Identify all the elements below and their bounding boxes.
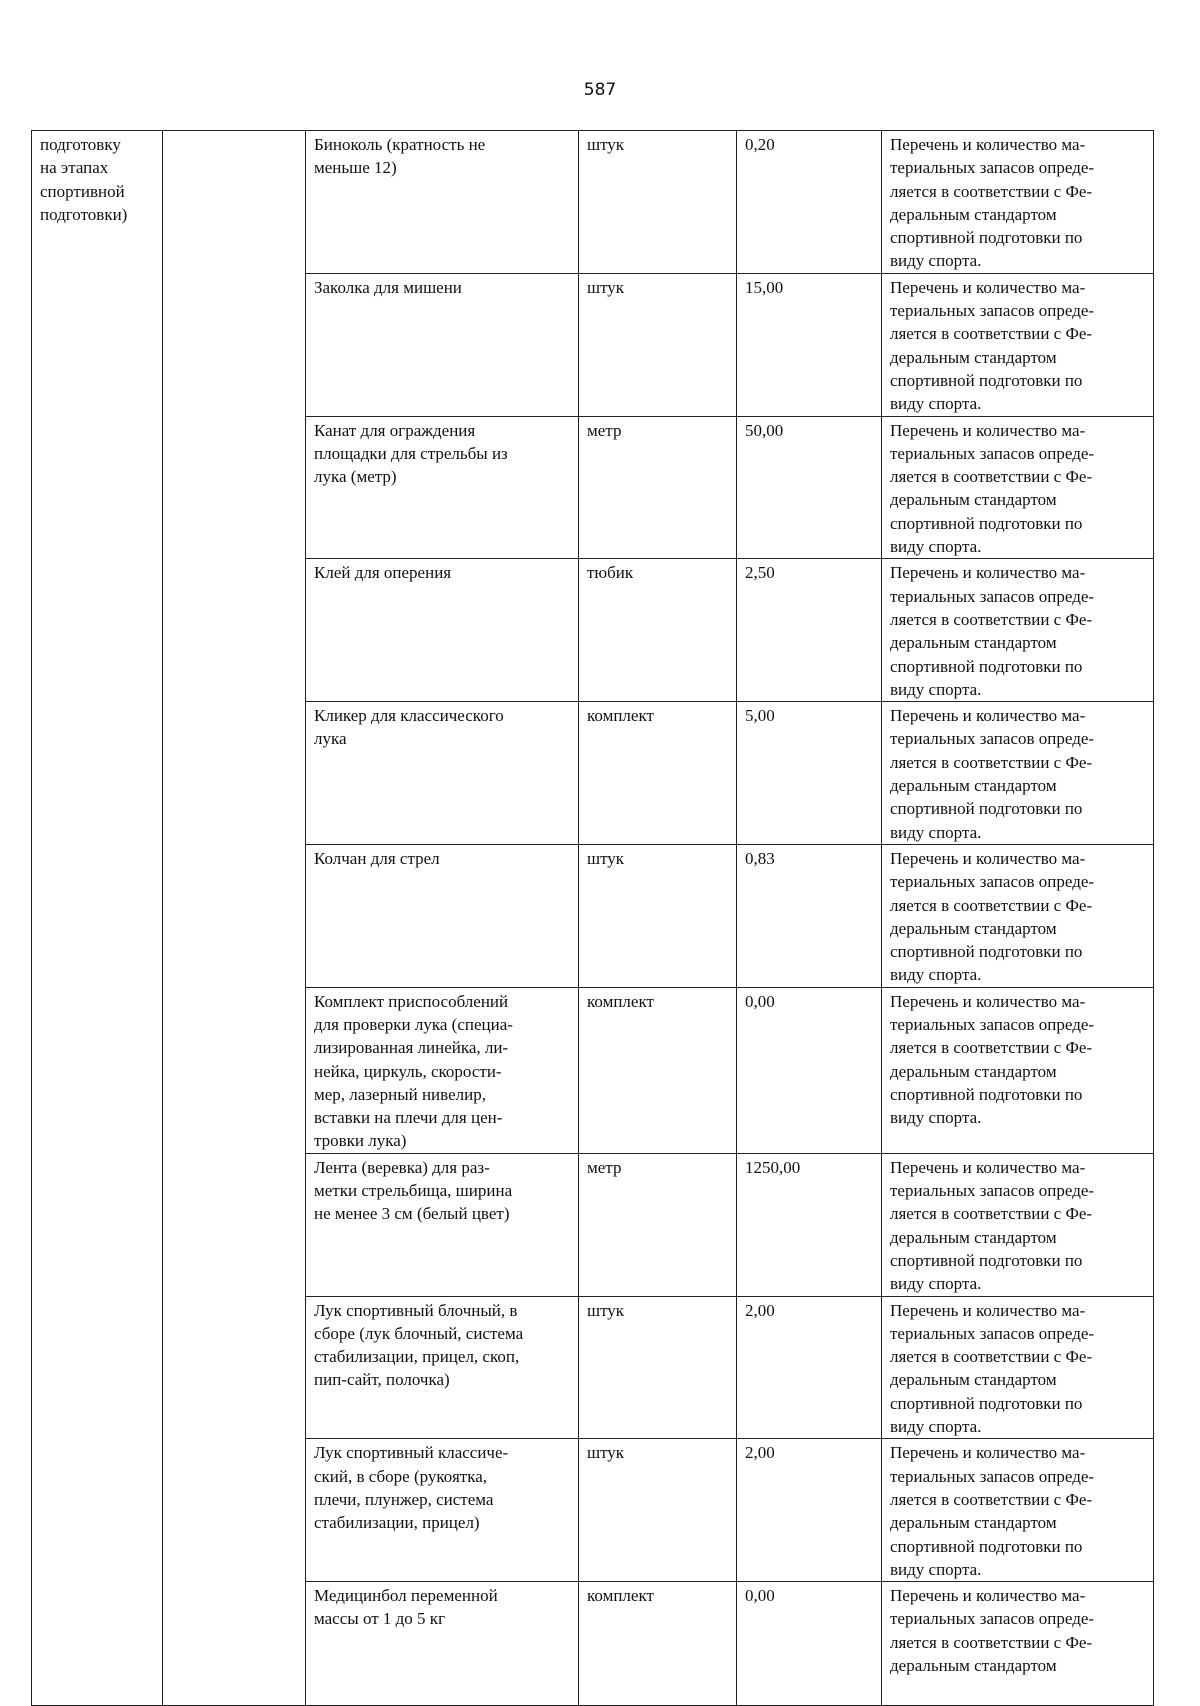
item-name-cell — [306, 987, 579, 1153]
group-label-cell — [32, 131, 163, 1706]
unit-cell — [579, 273, 737, 416]
item-note: Перечень и количество ма- териальных запасов опреде- ляется в соответствии с Фе- деральным стандартом спортивной подготовки по виду спорта. — [890, 1443, 1095, 1579]
item-quantity: 0,20 — [745, 135, 775, 154]
item-quantity: 0,83 — [745, 848, 775, 868]
unit-cell — [579, 131, 737, 274]
item-unit: штук — [587, 1300, 625, 1320]
item-name-cell — [306, 1439, 579, 1582]
item-name-cell — [306, 1296, 579, 1439]
empty-cell — [163, 131, 306, 1706]
unit-cell — [579, 844, 737, 987]
quantity-cell — [737, 844, 882, 987]
unit-cell — [579, 416, 737, 559]
note-cell — [882, 131, 1154, 274]
item-unit: комплект — [587, 991, 654, 1011]
item-quantity: 0,00 — [745, 1586, 775, 1606]
quantity-cell — [737, 1296, 882, 1439]
note-cell — [882, 1582, 1154, 1706]
item-name: Лук спортивный классиче- ский, в сборе (рукоятка, плечи, плунжер, система стабилизации, прицел) — [314, 1443, 509, 1533]
item-name: Комплект приспособлений для проверки лука (специа- лизированная линейка, ли- нейка, циркуль, скорости- мер, лазерный нивелир, вставки на плечи для цен- тровки лука) — [314, 991, 513, 1151]
item-note: Перечень и количество ма- териальных запасов опреде- ляется в соответствии с Фе- деральным стандартом спортивной подготовки по виду спорта. — [890, 563, 1095, 699]
quantity-cell — [737, 987, 882, 1153]
item-note: Перечень и количество ма- териальных запасов опреде- ляется в соответствии с Фе- деральным стандартом спортивной подготовки по виду спорта. — [890, 135, 1095, 271]
quantity-cell — [737, 702, 882, 845]
note-cell — [882, 987, 1154, 1153]
page-number: 587 — [583, 80, 617, 100]
table-row — [32, 131, 1154, 274]
note-cell — [882, 702, 1154, 845]
item-note: Перечень и количество ма- териальных запасов опреде- ляется в соответствии с Фе- деральным стандартом спортивной подготовки по виду спорта. — [890, 991, 1095, 1128]
unit-cell — [579, 702, 737, 845]
quantity-cell — [737, 131, 882, 274]
item-quantity: 2,00 — [745, 1300, 775, 1320]
quantity-cell — [737, 559, 882, 702]
item-name: Колчан для стрел — [314, 848, 440, 868]
item-note: Перечень и количество ма- териальных запасов опреде- ляется в соответствии с Фе- деральным стандартом спортивной подготовки по виду спорта. — [890, 1300, 1095, 1437]
item-name: Кликер для классического лука — [314, 706, 504, 749]
item-name-cell — [306, 1582, 579, 1706]
item-unit: метр — [587, 1157, 622, 1177]
note-cell — [882, 416, 1154, 559]
item-name: Канат для ограждения площадки для стрельбы из лука (метр) — [314, 420, 508, 487]
quantity-cell — [737, 1582, 882, 1706]
item-unit: комплект — [587, 706, 654, 726]
group-label: подготовку на этапах спортивной подготовки) — [40, 135, 128, 224]
item-unit: комплект — [587, 1586, 654, 1606]
item-name-cell — [306, 273, 579, 416]
item-quantity: 15,00 — [745, 277, 784, 297]
item-note: Перечень и количество ма- териальных запасов опреде- ляется в соответствии с Фе- деральным стандартом спортивной подготовки по виду спорта. — [890, 420, 1095, 557]
item-name-cell — [306, 702, 579, 845]
item-quantity: 5,00 — [745, 706, 775, 726]
item-name: Лента (веревка) для раз- метки стрельбища, ширина не менее 3 см (белый цвет) — [314, 1157, 513, 1224]
item-name-cell — [306, 1153, 579, 1296]
item-name: Медицинбол переменной массы от 1 до 5 кг — [314, 1586, 498, 1629]
item-unit: штук — [587, 135, 625, 154]
note-cell — [882, 1296, 1154, 1439]
item-name: Биноколь (кратность не меньше 12) — [314, 135, 486, 178]
note-cell — [882, 844, 1154, 987]
item-note: Перечень и количество ма- териальных запасов опреде- ляется в соответствии с Фе- деральным стандартом спортивной подготовки по виду спорта. — [890, 706, 1095, 842]
note-cell — [882, 273, 1154, 416]
item-unit: штук — [587, 277, 625, 297]
note-cell — [882, 1153, 1154, 1296]
unit-cell — [579, 1296, 737, 1439]
item-unit: метр — [587, 420, 622, 440]
unit-cell — [579, 1153, 737, 1296]
note-cell — [882, 1439, 1154, 1582]
unit-cell — [579, 1439, 737, 1582]
item-unit: тюбик — [587, 563, 634, 583]
item-note: Перечень и количество ма- териальных запасов опреде- ляется в соответствии с Фе- деральным стандартом спортивной подготовки по виду спорта. — [890, 1157, 1095, 1294]
item-note: Перечень и количество ма- териальных запасов опреде- ляется в соответствии с Фе- деральным стандартом — [890, 1586, 1095, 1675]
item-name-cell — [306, 844, 579, 987]
quantity-cell — [737, 416, 882, 559]
item-quantity: 50,00 — [745, 420, 784, 440]
item-quantity: 2,50 — [745, 563, 775, 583]
unit-cell — [579, 987, 737, 1153]
item-quantity: 2,00 — [745, 1443, 775, 1463]
item-note: Перечень и количество ма- териальных запасов опреде- ляется в соответствии с Фе- деральным стандартом спортивной подготовки по виду спорта. — [890, 277, 1095, 414]
item-note: Перечень и количество ма- териальных запасов опреде- ляется в соответствии с Фе- деральным стандартом спортивной подготовки по виду спорта. — [890, 848, 1095, 985]
quantity-cell — [737, 1153, 882, 1296]
equipment-table — [31, 130, 1154, 1706]
item-name: Лук спортивный блочный, в сборе (лук блочный, система стабилизации, прицел, скоп, пип-сайт, полочка) — [314, 1300, 524, 1390]
item-name: Клей для оперения — [314, 563, 452, 583]
item-quantity: 1250,00 — [745, 1157, 801, 1177]
note-cell — [882, 559, 1154, 702]
item-name-cell — [306, 416, 579, 559]
item-unit: штук — [587, 848, 625, 868]
item-name-cell — [306, 131, 579, 274]
item-name-cell — [306, 559, 579, 702]
item-unit: штук — [587, 1443, 625, 1463]
unit-cell — [579, 559, 737, 702]
item-quantity: 0,00 — [745, 991, 775, 1011]
quantity-cell — [737, 273, 882, 416]
unit-cell — [579, 1582, 737, 1706]
quantity-cell — [737, 1439, 882, 1582]
item-name: Заколка для мишени — [314, 277, 462, 297]
